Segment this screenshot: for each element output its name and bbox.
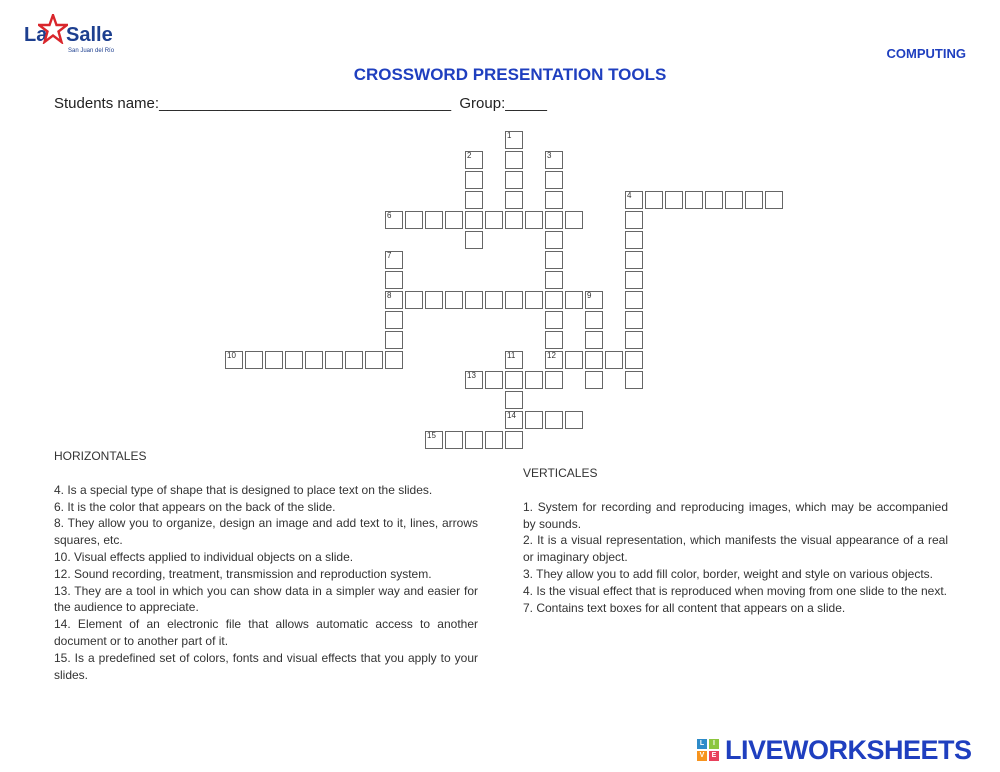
crossword-cell[interactable] bbox=[645, 191, 663, 209]
crossword-cell[interactable] bbox=[485, 371, 503, 389]
vertical-clues bbox=[523, 465, 948, 616]
clue-number: 6 bbox=[387, 211, 392, 220]
crossword-cell[interactable] bbox=[445, 431, 463, 449]
crossword-cell[interactable] bbox=[585, 311, 603, 329]
crossword-cell[interactable] bbox=[465, 231, 483, 249]
brand-block: V bbox=[697, 751, 707, 761]
clue-across-8: 8. They allow you to organize, design an image and add text to it, lines, arrows squares, etc. bbox=[54, 516, 478, 548]
crossword-cell[interactable] bbox=[425, 211, 443, 229]
clue-across-10: 10. Visual effects applied to individual objects on a slide. bbox=[54, 549, 354, 564]
clue-across-6: 6. It is the color that appears on the back of the slide. bbox=[54, 499, 336, 514]
crossword-cell[interactable] bbox=[545, 271, 563, 289]
clue-number: 4 bbox=[627, 191, 632, 200]
crossword-cell[interactable] bbox=[625, 331, 643, 349]
logo-subtitle: San Juan del Río bbox=[68, 48, 115, 54]
page-title: CROSSWORD PRESENTATION TOOLS bbox=[353, 65, 667, 84]
horizontal-heading: HORIZONTALES bbox=[54, 449, 147, 463]
crossword-cell[interactable] bbox=[545, 331, 563, 349]
crossword-cell[interactable] bbox=[545, 411, 563, 429]
subject-label: COMPUTING bbox=[886, 46, 966, 61]
crossword-cell[interactable] bbox=[545, 171, 563, 189]
crossword-cell[interactable] bbox=[465, 291, 483, 309]
crossword-cell[interactable] bbox=[565, 291, 583, 309]
crossword-cell[interactable] bbox=[545, 311, 563, 329]
crossword-cell[interactable] bbox=[545, 191, 563, 209]
crossword-cell[interactable] bbox=[385, 211, 403, 229]
clue-across-13: 13. They are a tool in which you can show data in a simpler way and easier for the audience to appreciate. bbox=[54, 583, 478, 615]
crossword-cell[interactable] bbox=[385, 311, 403, 329]
vertical-heading: VERTICALES bbox=[523, 466, 598, 480]
clue-down-3: 3. They allow you to add fill color, border, weight and style on various objects. bbox=[523, 566, 934, 581]
crossword-cell[interactable] bbox=[765, 191, 783, 209]
clue-number: 13 bbox=[467, 371, 476, 380]
crossword-cell[interactable] bbox=[505, 351, 523, 369]
crossword-cell[interactable] bbox=[525, 291, 543, 309]
liveworksheets-wordmark: LIVEWORKSHEETS bbox=[725, 735, 972, 765]
crossword-cell[interactable] bbox=[745, 191, 763, 209]
student-name-line[interactable]: Students name:___________________________________ Group:_____ bbox=[54, 95, 547, 112]
crossword-cell[interactable] bbox=[345, 351, 363, 369]
crossword-cell[interactable] bbox=[665, 191, 683, 209]
crossword-cell[interactable] bbox=[505, 431, 523, 449]
crossword-cell[interactable] bbox=[485, 291, 503, 309]
clue-down-7: 7. Contains text boxes for all content that appears on a slide. bbox=[523, 600, 846, 615]
crossword-cell[interactable] bbox=[585, 291, 603, 309]
crossword-cell[interactable] bbox=[565, 411, 583, 429]
crossword-cell[interactable] bbox=[525, 371, 543, 389]
crossword-cell[interactable] bbox=[505, 291, 523, 309]
star-icon bbox=[38, 14, 68, 44]
clue-number: 1 bbox=[507, 131, 512, 140]
brand-block: E bbox=[709, 751, 719, 761]
crossword-cell[interactable] bbox=[485, 431, 503, 449]
crossword-cell[interactable] bbox=[425, 291, 443, 309]
crossword-cell[interactable] bbox=[565, 351, 583, 369]
crossword-cell[interactable] bbox=[505, 411, 523, 429]
horizontal-clues bbox=[54, 448, 478, 683]
crossword-cell[interactable] bbox=[385, 331, 403, 349]
crossword-cell[interactable] bbox=[545, 351, 563, 369]
crossword-cell[interactable] bbox=[625, 211, 643, 229]
la-salle-logo bbox=[24, 14, 134, 54]
crossword-cell[interactable] bbox=[485, 211, 503, 229]
crossword-cell[interactable] bbox=[525, 411, 543, 429]
crossword-cell[interactable] bbox=[545, 291, 563, 309]
crossword-cell[interactable] bbox=[265, 351, 283, 369]
crossword-cell[interactable] bbox=[465, 371, 483, 389]
clue-number: 15 bbox=[427, 431, 436, 440]
crossword-cell[interactable] bbox=[305, 351, 323, 369]
clue-number: 8 bbox=[387, 291, 392, 300]
clue-across-12: 12. Sound recording, treatment, transmission and reproduction system. bbox=[54, 566, 432, 581]
crossword-cell[interactable] bbox=[625, 251, 643, 269]
crossword-cell[interactable] bbox=[625, 271, 643, 289]
crossword-cell[interactable] bbox=[685, 191, 703, 209]
crossword-cell[interactable] bbox=[505, 131, 523, 149]
crossword-cell[interactable] bbox=[505, 171, 523, 189]
crossword-cell[interactable] bbox=[505, 151, 523, 169]
crossword-cell[interactable] bbox=[625, 371, 643, 389]
crossword-cell[interactable] bbox=[425, 431, 443, 449]
crossword-cell[interactable] bbox=[385, 351, 403, 369]
crossword-cell[interactable] bbox=[625, 231, 643, 249]
crossword-cell[interactable] bbox=[465, 151, 483, 169]
crossword-cell[interactable] bbox=[385, 251, 403, 269]
crossword-cell[interactable] bbox=[545, 211, 563, 229]
crossword-cell[interactable] bbox=[465, 431, 483, 449]
clue-number: 10 bbox=[227, 351, 236, 360]
clue-across-4: 4. Is a special type of shape that is designed to place text on the slides. bbox=[54, 482, 433, 497]
crossword-cell[interactable] bbox=[545, 231, 563, 249]
clue-number: 7 bbox=[387, 251, 392, 260]
crossword-cell[interactable] bbox=[385, 271, 403, 289]
brand-block: L bbox=[697, 739, 707, 749]
crossword-cell[interactable] bbox=[565, 211, 583, 229]
clue-number: 9 bbox=[587, 291, 592, 300]
clue-number: 11 bbox=[507, 351, 516, 360]
crossword-cell[interactable] bbox=[625, 311, 643, 329]
crossword-cell[interactable] bbox=[445, 211, 463, 229]
crossword-cell[interactable] bbox=[625, 291, 643, 309]
crossword-cell[interactable] bbox=[465, 171, 483, 189]
clue-down-4: 4. Is the visual effect that is reproduced when moving from one slide to the next. bbox=[523, 583, 948, 598]
clue-across-15: 15. Is a predefined set of colors, fonts and visual effects that you apply to your slides. bbox=[54, 650, 478, 682]
clue-number: 3 bbox=[547, 151, 552, 160]
crossword-cell[interactable] bbox=[385, 291, 403, 309]
crossword-cell[interactable] bbox=[705, 191, 723, 209]
clue-number: 14 bbox=[507, 411, 516, 420]
clue-down-2: 2. It is a visual representation, which manifests the visual appearance of a real or imaginary object. bbox=[523, 533, 948, 565]
crossword-cell[interactable] bbox=[525, 211, 543, 229]
crossword-cell[interactable] bbox=[465, 211, 483, 229]
logo-text-right: Salle bbox=[66, 24, 113, 46]
crossword-cell[interactable] bbox=[365, 351, 383, 369]
crossword-cell[interactable] bbox=[325, 351, 343, 369]
crossword-cell[interactable] bbox=[545, 251, 563, 269]
brand-block: I bbox=[709, 739, 719, 749]
crossword-cell[interactable] bbox=[585, 331, 603, 349]
clue-number: 2 bbox=[467, 151, 472, 160]
crossword-cell[interactable] bbox=[725, 191, 743, 209]
clue-down-1: 1. System for recording and reproducing images, which may be accompanied by sounds. bbox=[523, 499, 948, 531]
crossword-cell[interactable] bbox=[405, 291, 423, 309]
crossword-cell[interactable] bbox=[625, 351, 643, 369]
crossword-cell[interactable] bbox=[625, 191, 643, 209]
clue-number: 12 bbox=[547, 351, 556, 360]
logo-text-left: La bbox=[24, 24, 48, 46]
crossword-cell[interactable] bbox=[405, 211, 423, 229]
crossword-cell[interactable] bbox=[505, 191, 523, 209]
crossword-cell[interactable] bbox=[465, 191, 483, 209]
crossword-cell[interactable] bbox=[505, 371, 523, 389]
crossword-cell[interactable] bbox=[545, 371, 563, 389]
clue-across-14: 14. Element of an electronic file that allows automatic access to another document or to another part of it. bbox=[54, 617, 478, 648]
crossword-cell[interactable] bbox=[445, 291, 463, 309]
crossword-cell[interactable] bbox=[245, 351, 263, 369]
crossword-cell[interactable] bbox=[545, 151, 563, 169]
crossword-cell[interactable] bbox=[605, 351, 623, 369]
crossword-cell[interactable] bbox=[585, 351, 603, 369]
crossword-cell[interactable] bbox=[505, 211, 523, 229]
crossword-cell[interactable] bbox=[505, 391, 523, 409]
crossword-cell[interactable] bbox=[585, 371, 603, 389]
crossword-cell[interactable] bbox=[285, 351, 303, 369]
crossword-cell[interactable] bbox=[225, 351, 243, 369]
